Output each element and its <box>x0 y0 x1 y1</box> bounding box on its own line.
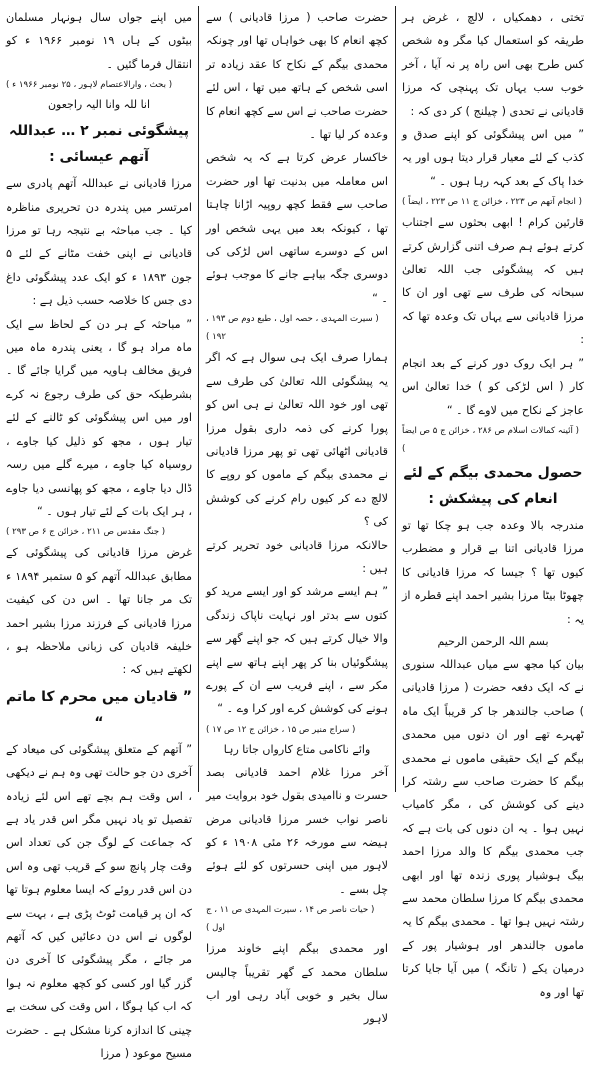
paragraph: مرزا قادیانی نے عبداللہ آتھم پادری سے امرتسر میں پندرہ دن تحریری مناظرہ کیا ۔ جب مباحثہ بے نتیجہ رہا تو مرزا قادیانی نے اپنی خفت مٹانے کے لئے ۵ جون ۱۸۹۳ ء کو ایک عدد پیشگوئی داغ دی جس کا خلاصہ حسب ذیل ہے : <box>6 177 192 308</box>
quotation: ” مباحثہ کے ہر دن کے لحاظ سے ایک ماہ مراد ہو گا ، یعنی پندرہ ماہ میں فریق مخالف ہاویہ میں گرایا جائے گا ۔ بشرطیکہ حق کی طرف رجوع نہ کرے اور میں اس پیشگوئی کو ٹالنے کے لئے تیار ہوں ، مجھ کو ذلیل کیا جاوے ، روسیاہ کیا جاوے ، میرے گلے میں رسہ ڈال دیا جاوے ، مجھ کو پھانسی دیا جاوے ، ہر ایک بات کے لئے تیار ہوں ۔ “ <box>6 317 192 518</box>
citation: ( جنگ مقدس ص ۲۱۱ ، خزائن ج ۶ ص ۲۹۳ ) <box>6 527 166 538</box>
section-heading: ” قادیان میں محرم کا ماتم “ <box>6 688 192 731</box>
quotation: ” ہم ایسے مرشد کو اور ایسے مرید کو کتوں سے بدتر اور نہایت ناپاک زندگی والا خیال کرتے ہیں کہ جو اپنے گھر سے پیشگوئیاں بنا کر پھر اپنے ہاتھ سے اپنے مکر سے ، اپنے فریب سے ان کے پورے ہونے کی کوشش کرے اور کرا وے ۔ “ <box>206 585 388 716</box>
middle-column <box>206 6 388 1026</box>
paragraph: میں اپنے جواں سال ہونہار مسلمان بیٹوں کے ہاں ۱۹ نومبر ۱۹۶۶ ء کو انتقال فرما گئیں ۔ <box>6 11 192 71</box>
bismillah-line: بسم اللہ الرحمن الرحیم <box>437 634 549 648</box>
column-divider <box>198 6 199 792</box>
paragraph: مندرجہ بالا وعدہ جب ہو چکا تھا تو مرزا قادیانی اتنا بے قرار و مضطرب کیوں تھا ؟ جیسا کہ مرزا قادیانی کا چھوٹا بیٹا مرزا بشیر احمد اپنے قطرہ از یہ : <box>402 518 584 626</box>
paragraph: حالانکہ مرزا قادیانی خود تحریر کرتے ہیں : <box>206 538 388 575</box>
quotation: ” میں اس پیشگوئی کو اپنے صدق و کذب کے لئے معیار قرار دیتا ہوں اور یہ خدا پاک کے بعد کہہ رہا ہوں ۔ “ <box>402 128 584 188</box>
citation: ( آئینہ کمالات اسلام ص ۲۸۶ ، خزائن ج ۵ ص ایضاً ) <box>402 425 579 454</box>
dua-line: انا للہ وانا الیہ راجعون <box>47 98 151 112</box>
paragraph: اور محمدی بیگم اپنے خاوند مرزا سلطان محمد کے گھر تقریباً چالیس سال بخیر و خوبی آباد رہی اور اب لاہور <box>206 942 388 1026</box>
citation: ( انجام آتھم ص ۲۲۳ ، خزائن ج ۱۱ ص ۲۲۳ ، ایضاً ) <box>402 197 583 208</box>
section-heading: حصول محمدی بیگم کے لئے انعام کی پیشکش : <box>403 464 583 507</box>
citation: ( سیرت المہدی ، حصہ اول ، طبع دوم ص ۱۹۳ ، ۱۹۲ ) <box>206 314 379 343</box>
paragraph: بیان کیا مجھ سے میاں عبداللہ سنوری نے کہ ایک دفعہ حضرت ( مرزا قادیانی ) صاحب جالندھر جا کر قریباً ایک ماہ ٹھہرے تھے اور ان دنوں میں محمدی بیگم کے ایک حقیقی ماموں نے محمدی بیگم کا حضرت صاحب سے رشتہ کرا دینے کی کوشش کی ، مگر کامیاب نہیں ہوا ۔ یہ ان دنوں کی بات ہے کہ جب محمدی بیگم کا والد مرزا احمد بیگ ہوشیار پوری زندہ تھا اور ابھی محمدی بیگم کا مرزا سلطان محمد سے رشتہ نہیں ہوا تھا ۔ محمدی بیگم کا یہ ماموں جالندھر اور ہوشیار پور کے درمیان یکے ( تانگہ ) میں آیا جایا کرتا تھا اور وہ <box>402 657 584 999</box>
citation: ( حیات ناصر ص ۱۴ ، سیرت المہدی ص ۱۱ ، ج اول ) <box>206 905 375 934</box>
paragraph: غرض مرزا قادیانی کی پیشگوئی کے مطابق عبداللہ آتھم کو ۵ ستمبر ۱۸۹۴ ء تک مر جانا تھا ۔ اس دن کی کیفیت مرزا قادیانی کے فرزند مرزا بشیر احمد خلیفہ قادیان کی زبانی ملاحظہ ہو ، لکھتے ہیں کہ : <box>6 546 192 677</box>
paragraph: قارئین کرام ! ابھی بحثوں سے اجتناب کرتے ہوئے ہم صرف اتنی گزارش کرتے ہیں کہ پیشگوئی جب اللہ تعالیٰ سبحانہ کی طرف سے تھی اور ان کا مرزا قادیانی سے یہاں تک وعدہ تھا کہ : <box>402 216 584 347</box>
verse-line: وائے ناکامی متاع کارواں جاتا رہا <box>223 742 371 756</box>
column-divider <box>395 6 396 792</box>
right-column <box>402 6 584 999</box>
paragraph: تختی ، دھمکیاں ، لالچ ، غرض ہر طریقہ کو استعمال کیا مگر وہ شخص کس طرح بھی اس راہ پر نہ آیا ، آخر خوب سب یہاں تک پہنچی کہ مرزا قادیانی نے تحدی ( چیلنج ) کر دی کہ : <box>402 11 584 118</box>
quotation: ” آتھم کے متعلق پیشگوئی کی میعاد کے آخری دن جو حالت تھی وہ ہم نے دیکھی ، اس وقت ہم بچے تھے اس لئے زیادہ تفصیل تو یاد نہیں مگر اس قدر یاد ہے کہ جماعت کے لوگ جن کی تعداد اس وقت چار پانچ سو کے قریب تھی وہ اس دن اس قدر روئے کہ ایسا معلوم ہوتا تھا کہ ان پر قیامت ٹوٹ پڑی ہے ، بہت سے لوگوں نے اس دن دعائیں کیں کہ آتھم مر جائے ، مگر پیشگوئی کا آخری دن گزر گیا اور کسی کو کچھ معلوم نہ ہوا کہ اب کیا ہوگا ، اس وقت کی سخت بے چینی کا اندازہ کرنا مشکل ہے ۔ حضرت مسیح موعود ( مرزا <box>6 742 192 1061</box>
citation: ( بحث ، وارالاعتصام لاہور ، ۲۵ نومبر ۱۹۶۶ ء ) <box>6 80 173 91</box>
section-heading: پیشگوئی نمبر ۲ … عبداللہ آتھم عیسائی : <box>8 123 189 166</box>
quotation: ” ہر ایک روک دور کرنے کے بعد انجام کار ( اس لڑکی کو ) خدا تعالیٰ اس عاجز کے نکاح میں لاوے گا ۔ “ <box>402 356 584 417</box>
paragraph: خاکسار عرض کرتا ہے کہ یہ شخص اس معاملہ میں بدنیت تھا اور حضرت صاحب سے فقط کچھ روپیہ اڑانا چاہتا تھا ، کیونکہ بعد میں یہی شخص اور اس کے دوسرے ساتھی اس لڑکی کی دوسری جگہ بیاہے جانے کا موجب ہوئے ۔ “ <box>206 151 388 305</box>
paragraph: آخر مرزا غلام احمد قادیانی بصد حسرت و ناامیدی بقول خود بروایت میر ناصر نواب خسر مرزا قادیانی مرض ہیضہ سے مورخہ ۲۶ مئی ۱۹۰۸ ء کو لاہور میں اپنی حسرتوں کو لئے ہوئے چل بسے ۔ <box>206 765 388 896</box>
left-column <box>6 6 192 1061</box>
paragraph: ہمارا صرف ایک ہی سوال ہے کہ اگر یہ پیشگوئی اللہ تعالیٰ کی طرف سے تھی اور خود اللہ تعالیٰ نے ہی اس کو پورا کرنے کی ذمہ داری بقول مرزا قادیانی اٹھائی تھی تو پھر مرزا قادیانی نے محمدی بیگم کے ماموں کو روپے کا لالچ دے کر کیوں رام کرنے کی کوشش کی ؟ <box>206 351 388 529</box>
paragraph: حضرت صاحب ( مرزا قادیانی ) سے کچھ انعام کا بھی خواہاں تھا اور چونکہ محمدی بیگم کے نکاح کا عقد زیادہ تر اسی شخص کے ہاتھ میں تھا ، اس لئے حضرت صاحب نے اس سے کچھ انعام کا وعدہ کر لیا تھا ۔ <box>206 11 388 142</box>
citation: ( سراج منیر ص ۱۵ ، خزائن ج ۱۲ ص ۱۷ ) <box>206 724 356 735</box>
